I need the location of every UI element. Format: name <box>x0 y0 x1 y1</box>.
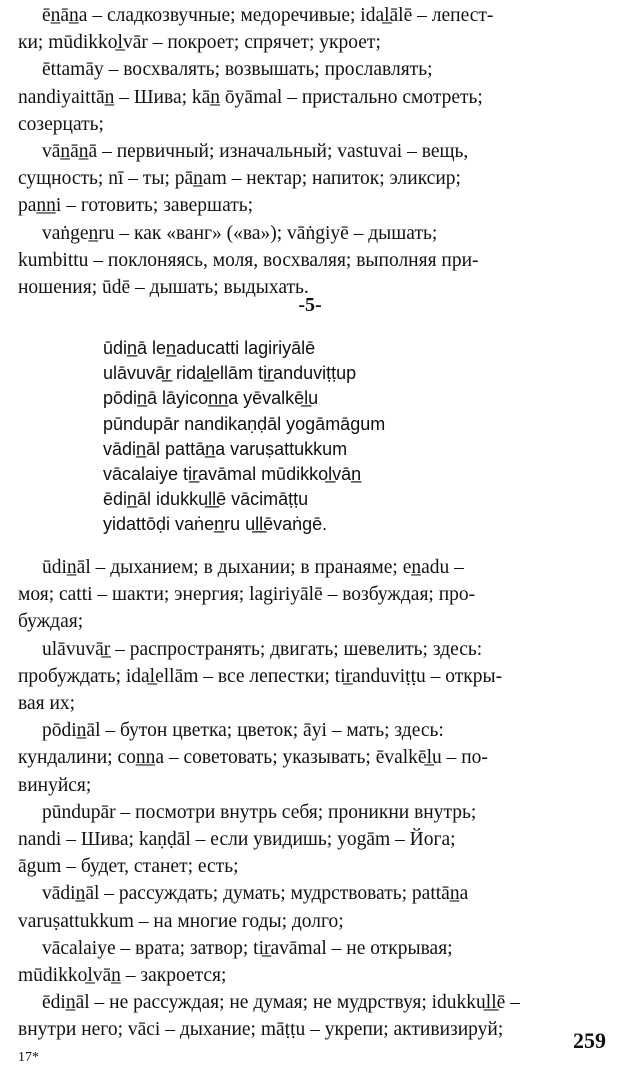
glossary-block-bottom <box>18 554 608 1044</box>
glossary-entry <box>18 138 608 220</box>
text-line: pūndupār – посмотри внутрь себя; проникни внутрь; <box>42 801 477 823</box>
text-line: nandiyaittān̲ – Шива; kān̲ ōyāmal – пристально смотреть; <box>18 86 483 108</box>
verse-line: pōdin̲ā lāyicon̲n̲a yēvalkēl̲u <box>103 388 319 409</box>
text-line: pan̲n̲i – готовить; завершать; <box>18 195 254 217</box>
text-line: varuṣattukkum – на многие годы; долго; <box>18 910 344 932</box>
glossary-entry <box>18 554 608 636</box>
text-line: созерцать; <box>18 113 104 135</box>
glossary-entry <box>18 880 608 934</box>
glossary-entry <box>18 989 608 1043</box>
signature-mark: 17* <box>18 1050 39 1065</box>
text-line: vān̲ān̲ā – первичный; изначальный; vastuvai – вещь, <box>42 141 469 163</box>
glossary-entry <box>18 56 608 138</box>
glossary-entry <box>18 220 608 302</box>
glossary-entry <box>18 2 608 56</box>
text-line: винуйся; <box>18 774 92 796</box>
text-line: ēdin̲āl – не рассуждая; не думая; не мудрствуя; idukkul̲l̲ē – <box>42 992 520 1014</box>
text-line: вая их; <box>18 693 76 715</box>
glossary-entry <box>18 717 608 799</box>
glossary-entry <box>18 636 608 718</box>
verse-heading: -5- <box>298 294 322 316</box>
text-line: кундалини; con̲n̲a – советовать; указывать; ēvalkēl̲u – по- <box>18 747 488 769</box>
verse-line: vācalaiye tir̲avāmal mūdikkol̲vān̲ <box>103 464 362 485</box>
text-line: ки; mūdikkol̲vār – покроет; спрячет; укроет; <box>18 32 381 54</box>
page-number: 259 <box>573 1028 606 1053</box>
verse-line: ūdin̲ā len̲aducatti lagiriyālē <box>103 338 316 358</box>
verse <box>103 336 385 538</box>
text-line: моя; catti – шакти; энергия; lagiriyālē – возбуждая; про- <box>18 584 476 606</box>
verse-line: vādin̲āl pattān̲a varuṣattukkum <box>103 438 348 459</box>
text-line: ēttamāy – восхвалять; возвышать; прославлять; <box>42 59 433 81</box>
text-line: ēn̲ān̲a – сладкозвучные; медоречивые; idal̲ālē – лепест- <box>42 5 494 26</box>
text-line: pōdin̲āl – бутон цветка; цветок; āyi – мать; здесь: <box>42 720 444 742</box>
glossary-entry <box>18 799 608 881</box>
text-line: сущность; nī – ты; pān̲am – нектар; напиток; эликсир; <box>18 168 461 190</box>
verse-line: pūndupār nandikaṇḍāl yogāmāgum <box>103 413 386 434</box>
text-line: vādin̲āl – рассуждать; думать; мудрствовать; pattān̲a <box>42 883 469 905</box>
text-line: пробуждать; idal̲ellām – все лепестки; tir̲anduviṭṭu – откры- <box>18 665 503 687</box>
text-line: внутри него; vāci – дыхание; māṭṭu – укрепи; активизируй; <box>18 1019 504 1041</box>
text-line: āgum – будет, станет; есть; <box>18 856 239 878</box>
text-line: буждая; <box>18 611 84 633</box>
text-line: ношения; ūdē – дышать; выдыхать. <box>18 277 309 299</box>
verse-line: yidattōḍi vaṅen̲ru ul̲l̲ēvaṅgē. <box>103 514 328 535</box>
text-line: ulāvuvār̲ – распространять; двигать; шевелить; здесь: <box>42 638 483 660</box>
glossary-block-top <box>18 2 608 301</box>
glossary-entry <box>18 935 608 989</box>
text-line: nandi – Шива; kaṇḍāl – если увидишь; yogām – Йога; <box>18 829 456 851</box>
text-line: vaṅgen̲ru – как «ванг» («ва»); vāṅgiyē – дышать; <box>42 222 438 244</box>
text-line: kumbittu – поклоняясь, моля, восхваляя; выполняя при- <box>18 249 479 271</box>
text-line: mūdikkol̲vān̲ – закроется; <box>18 965 227 987</box>
text-line: vācalaiye – врата; затвор; tir̲avāmal – не открывая; <box>42 937 453 959</box>
text-line: ūdin̲āl – дыханием; в дыхании; в пранаяме; en̲adu – <box>42 557 464 578</box>
verse-line: ulāvuvār̲ ridal̲ellām tir̲anduviṭṭup <box>103 363 357 384</box>
verse-line: ēdin̲āl idukkul̲l̲ē vācimāṭṭu <box>103 489 309 510</box>
